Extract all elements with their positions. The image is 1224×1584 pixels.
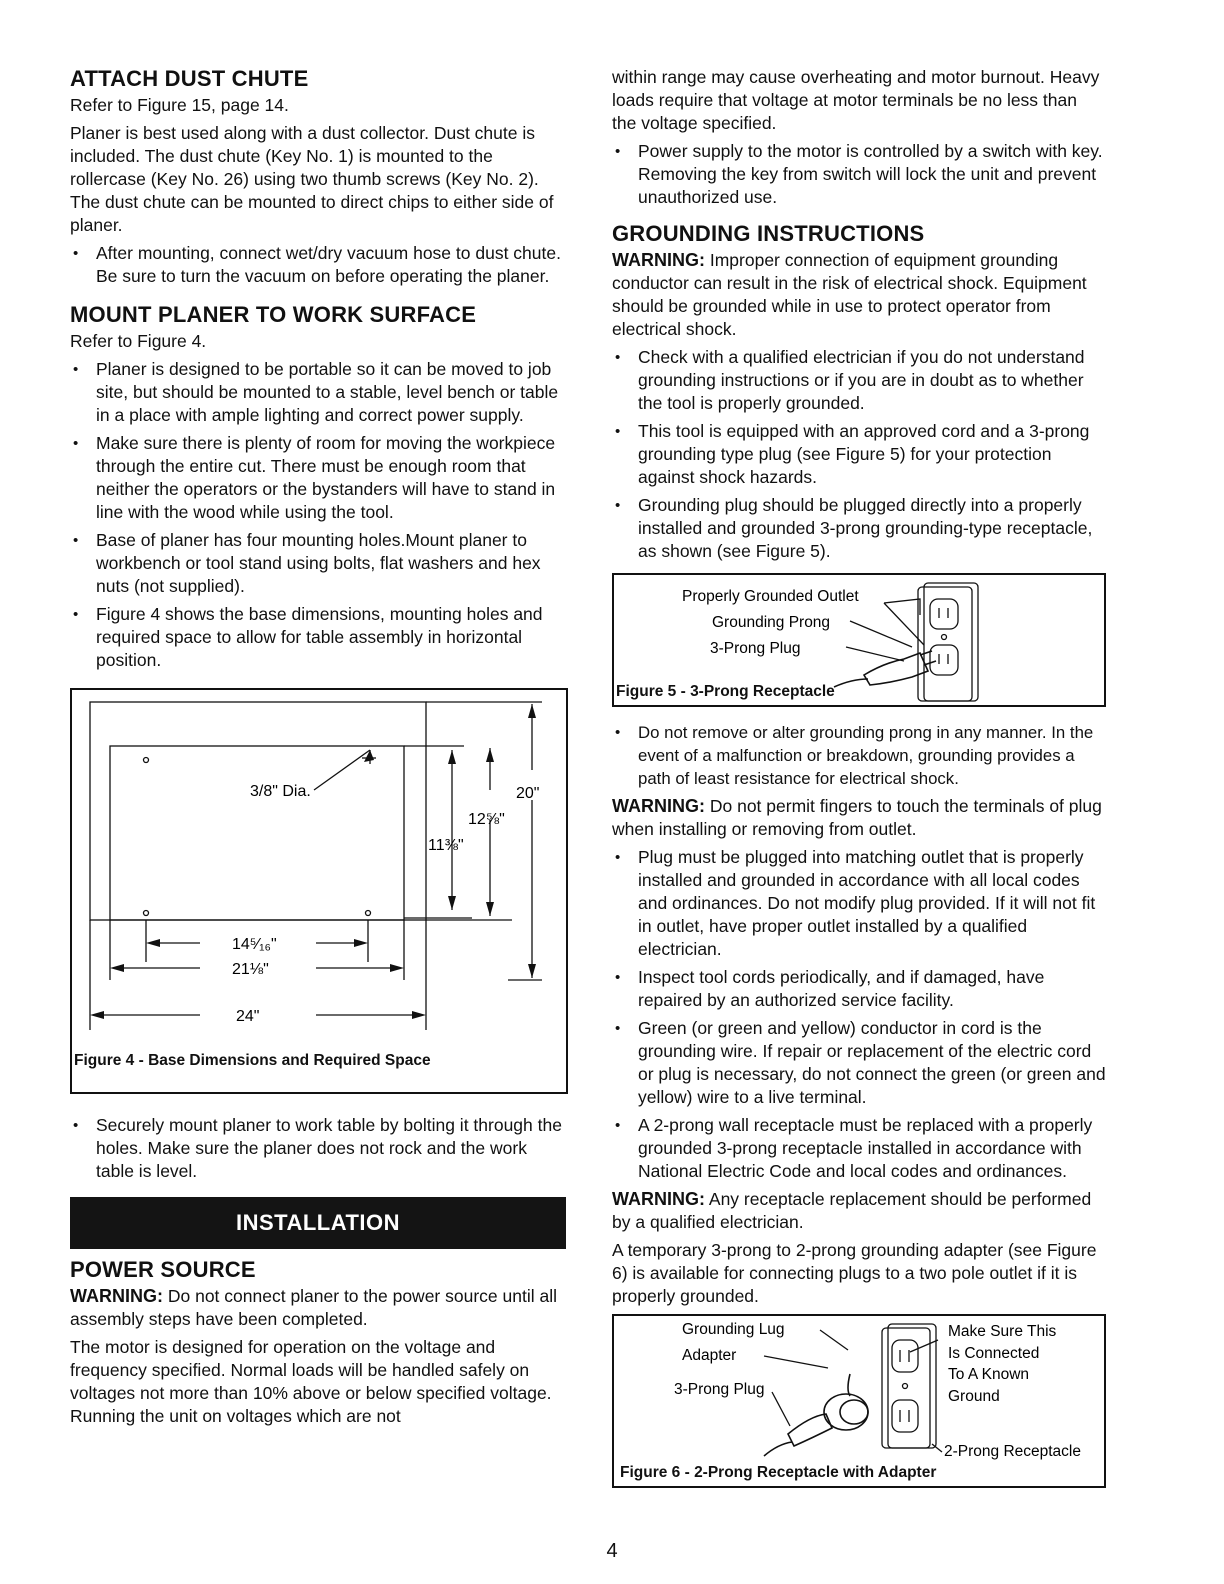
adapter-plug-icon	[764, 1374, 868, 1456]
list-item: • A 2-prong wall receptacle must be replaced with a properly grounded 3-prong receptacle installed in accordance with National Electric Code and local codes and ordinances.	[612, 1114, 1106, 1183]
continued-para: within range may cause overheating and motor burnout. Heavy loads require that voltage at motor terminals be no less than the voltage specified.	[612, 67, 1100, 133]
list-item: • Inspect tool cords periodically, and if damaged, have repaired by an authorized service facility.	[612, 966, 1106, 1012]
list-item: • Do not remove or alter grounding prong in any manner. In the event of a malfunction or breakdown, grounding provides a path of least resistance for electrical shock.	[612, 721, 1106, 790]
warning-text: Improper connection of equipment grounding conductor can result in the risk of electrical shock. Equipment should be grounded while in use to protect operator from electrical shock.	[612, 250, 1087, 339]
grounding-bullets-3	[612, 846, 1106, 1183]
warning-label: WARNING:	[70, 1286, 163, 1306]
label-make-sure-3: To A Known	[948, 1366, 1030, 1383]
label-3-prong-plug: 3-Prong Plug	[674, 1381, 765, 1398]
adapter-para: A temporary 3-prong to 2-prong grounding adapter (see Figure 6) is available for connecting plugs to a two pole outlet if it is properly grounded.	[612, 1240, 1097, 1306]
dim-11-38-label: 11⅜"	[428, 837, 464, 854]
warning-text: Do not connect planer to the power source until all assembly steps have been completed.	[70, 1286, 557, 1329]
power-warning	[70, 1285, 566, 1331]
list-item: • This tool is equipped with an approved cord and a 3-prong grounding type plug (see Figure 5) for your protection against shock hazards.	[612, 420, 1106, 489]
label-3-prong-plug: 3-Prong Plug	[710, 640, 801, 657]
dust-chute-para: Planer is best used along with a dust collector. Dust chute is included. The dust chute (Key No. 1) is mounted to the rollercase (Key No. 26) using two thumb screws (Key No. 2). The dust chute can be mounted to direct chips to either side of planer.	[70, 123, 554, 235]
label-make-sure-1: Make Sure This	[948, 1323, 1057, 1340]
label-properly-grounded-outlet: Properly Grounded Outlet	[682, 588, 859, 605]
list-item: • Make sure there is plenty of room for moving the workpiece through the entire cut. There must be enough room that neither the operators or the bystanders will have to stand in line with the wood while using the tool.	[70, 432, 566, 524]
heading-grounding: GROUNDING INSTRUCTIONS	[612, 221, 925, 246]
list-item: • Green (or green and yellow) conductor in cord is the grounding wire. If repair or replacement of the electric cord or plug is necessary, do not connect the green (or green and yellow) wire to a live terminal.	[612, 1017, 1106, 1109]
figure-6-diagram	[614, 1316, 1104, 1486]
figure-5-caption: Figure 5 - 3-Prong Receptacle	[616, 683, 835, 700]
warning-label: WARNING:	[612, 250, 705, 270]
grounding-bullets-1	[612, 346, 1106, 563]
mount-bullets	[70, 358, 566, 672]
dim-14-516-label: 14⁵⁄₁₆"	[232, 936, 277, 953]
figure-4	[70, 688, 568, 1094]
list-item: • Securely mount planer to work table by bolting it through the holes. Make sure the planer does not rock and the work table is level.	[70, 1114, 566, 1183]
heading-attach-dust-chute: ATTACH DUST CHUTE	[70, 66, 309, 91]
warning-text: Do not permit fingers to touch the terminals of plug when installing or removing from outlet.	[612, 796, 1102, 839]
mount-ref: Refer to Figure 4.	[70, 331, 207, 351]
dim-21-18-label: 21⅛"	[232, 961, 269, 978]
dim-12-58-label: 12⅝"	[468, 811, 505, 828]
list-item: • Base of planer has four mounting holes.Mount planer to workbench or tool stand using bolts, flat washers and hex nuts (not supplied).	[70, 529, 566, 598]
label-grounding-prong: Grounding Prong	[712, 614, 831, 631]
list-item: • Check with a qualified electrician if you do not understand grounding instructions or if you are in doubt as to whether the tool is properly grounded.	[612, 346, 1106, 415]
warning-text: Any receptacle replacement should be performed by a qualified electrician.	[612, 1189, 1092, 1232]
figure-6	[612, 1314, 1106, 1488]
warning-label: WARNING:	[612, 1189, 705, 1209]
power-para: The motor is designed for operation on the voltage and frequency specified. Normal loads will be handled safely on voltages not more than 10% above or below specified voltage. Running the unit on voltages which are not	[70, 1337, 552, 1426]
left-column	[70, 66, 566, 1433]
dim-20-label: 20"	[516, 785, 540, 802]
dust-chute-ref: Refer to Figure 15, page 14.	[70, 95, 289, 115]
grounding-warning-1	[612, 249, 1106, 341]
grounding-warning-3	[612, 1188, 1106, 1234]
right-column	[612, 66, 1106, 1488]
page-number: 4	[606, 1540, 618, 1562]
figure-4-diagram	[72, 690, 566, 1092]
grounding-warning-2	[612, 795, 1106, 841]
grounding-bullets-2	[612, 721, 1106, 790]
installation-banner: INSTALLATION	[70, 1197, 566, 1249]
label-2-prong-receptacle: 2-Prong Receptacle	[944, 1443, 1081, 1460]
dust-chute-bullets	[70, 242, 566, 288]
continued-bullets	[612, 140, 1106, 209]
outlet-icon	[846, 583, 978, 701]
dim-dia-label: 3/8" Dia.	[250, 783, 311, 800]
figure-4-caption: Figure 4 - Base Dimensions and Required Space	[74, 1052, 431, 1069]
label-make-sure-4: Ground	[948, 1388, 1000, 1405]
list-item: • Power supply to the motor is controlled by a switch with key. Removing the key from switch will lock the unit and prevent unauthorized use.	[612, 140, 1106, 209]
dim-24-label: 24"	[236, 1008, 260, 1025]
label-adapter: Adapter	[682, 1347, 737, 1364]
heading-power-source: POWER SOURCE	[70, 1257, 256, 1282]
label-make-sure-2: Is Connected	[948, 1345, 1040, 1362]
list-item: • Figure 4 shows the base dimensions, mounting holes and required space to allow for table assembly in horizontal position.	[70, 603, 566, 672]
figure-6-caption: Figure 6 - 2-Prong Receptacle with Adapter	[620, 1464, 937, 1481]
figure-5	[612, 573, 1106, 707]
warning-label: WARNING:	[612, 796, 705, 816]
label-grounding-lug: Grounding Lug	[682, 1321, 785, 1338]
list-item: • Planer is designed to be portable so it can be moved to job site, but should be mounted to a stable, level bench or table in a place with ample lighting and correct power supply.	[70, 358, 566, 427]
list-item: • Grounding plug should be plugged directly into a properly installed and grounded 3-prong grounding-type receptacle, as shown (see Figure 5).	[612, 494, 1106, 563]
list-item: • Plug must be plugged into matching outlet that is properly installed and grounded in accordance with all local codes and ordinances. Do not modify plug provided. If it will not fit in outlet, have proper outlet installed by a qualified electrician.	[612, 846, 1106, 961]
heading-mount-planer: MOUNT PLANER TO WORK SURFACE	[70, 302, 477, 327]
list-item: • After mounting, connect wet/dry vacuum hose to dust chute. Be sure to turn the vacuum on before operating the planer.	[70, 242, 566, 288]
mount-after-bullets	[70, 1114, 566, 1183]
